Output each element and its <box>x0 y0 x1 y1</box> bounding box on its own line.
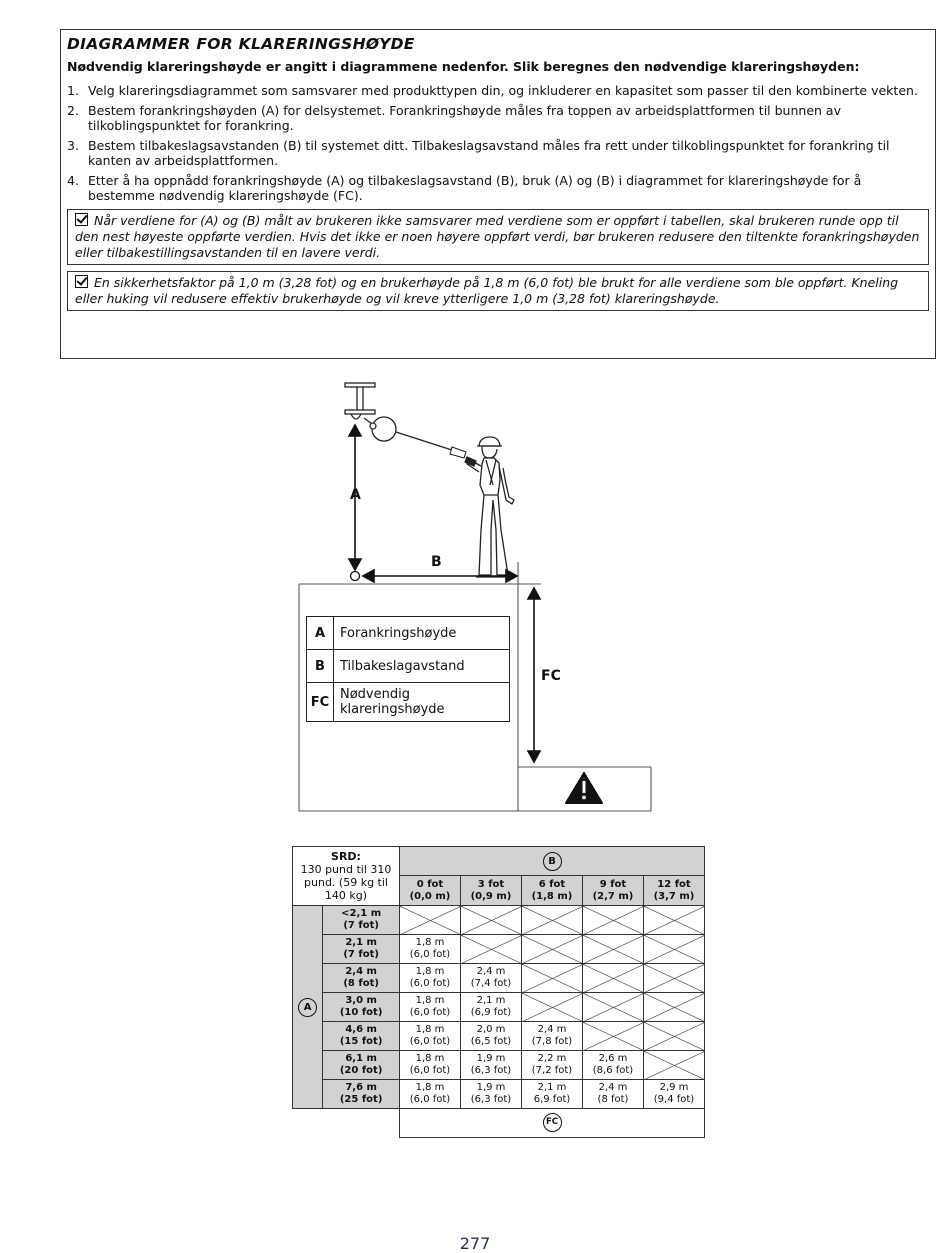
clearance-cell: 1,8 m (6,0 fot) <box>400 1051 461 1080</box>
not-applicable-cell <box>583 964 644 993</box>
note-safety-factor: En sikkerhetsfaktor på 1,0 m (3,28 fot) og en brukerhøyde på 1,8 m (6,0 fot) ble brukt for alle verdiene som ble oppført. Kneling eller huking vil redusere effektiv brukerhøyde og vil kreve ytterligere 1,0 m (3,28 fot) klareringshøyde. <box>67 271 929 311</box>
clearance-cell: 2,9 m (9,4 fot) <box>644 1080 705 1109</box>
lifeline <box>396 432 455 451</box>
step-item: 4. Etter å ha oppnådd forankringshøyde (A) og tilbakeslagsavstand (B), bruk (A) og (B) i diagrammet for klareringshøyde for å bestemme nødvendig klareringshøyde (FC). <box>67 173 862 203</box>
not-applicable-cell <box>400 906 461 935</box>
table-row <box>293 1080 705 1109</box>
clearance-cell: 1,8 m (6,0 fot) <box>400 1080 461 1109</box>
legend-row <box>307 617 510 650</box>
clearance-cell: 2,4 m (8 fot) <box>583 1080 644 1109</box>
row-header: 6,1 m (20 fot) <box>323 1051 400 1080</box>
column-header: 3 fot (0,9 m) <box>461 876 522 906</box>
not-applicable-cell <box>644 964 705 993</box>
clearance-cell: 2,1 m (6,9 fot) <box>461 993 522 1022</box>
clearance-cell: 1,9 m (6,3 fot) <box>461 1080 522 1109</box>
legend-text: Forankringshøyde <box>334 617 510 650</box>
clearance-table <box>292 846 705 1138</box>
not-applicable-cell <box>522 964 583 993</box>
label-fc: FC <box>541 668 561 684</box>
not-applicable-cell <box>644 993 705 1022</box>
not-applicable-cell <box>583 1022 644 1051</box>
clearance-cell: 1,8 m (6,0 fot) <box>400 964 461 993</box>
column-header: 0 fot (0,0 m) <box>400 876 461 906</box>
not-applicable-cell <box>644 1051 705 1080</box>
table-body <box>293 906 705 1109</box>
not-applicable-cell <box>583 906 644 935</box>
srl-device-icon <box>372 417 396 441</box>
legend-key: A <box>307 617 334 650</box>
clearance-cell: 2,2 m (7,2 fot) <box>522 1051 583 1080</box>
table-row <box>293 906 705 935</box>
table-row <box>293 1022 705 1051</box>
not-applicable-cell <box>522 906 583 935</box>
table-row <box>293 993 705 1022</box>
label-b: B <box>431 554 442 570</box>
legend-key: B <box>307 650 334 683</box>
column-header: 9 fot (2,7 m) <box>583 876 644 906</box>
fc-footer <box>400 1109 705 1138</box>
table-row <box>293 964 705 993</box>
clearance-cell: 1,9 m (6,3 fot) <box>461 1051 522 1080</box>
clearance-cell: 1,8 m (6,0 fot) <box>400 993 461 1022</box>
row-header: 3,0 m (10 fot) <box>323 993 400 1022</box>
clearance-cell: 1,8 m (6,0 fot) <box>400 1022 461 1051</box>
srd-header: SRD: 130 pund til 310 pund. (59 kg til 140 kg) <box>293 847 400 906</box>
table-row <box>293 1051 705 1080</box>
b-circle-icon: B <box>543 852 562 871</box>
clearance-cell: 2,4 m (7,4 fot) <box>461 964 522 993</box>
row-header: 2,1 m (7 fot) <box>323 935 400 964</box>
legend-key: FC <box>307 683 334 722</box>
warning-triangle-icon <box>566 773 602 803</box>
row-header: 2,4 m (8 fot) <box>323 964 400 993</box>
note-rounding: Når verdiene for (A) og (B) målt av brukeren ikke samsvarer med verdiene som er oppført i tabellen, skal brukeren runde opp til den nest høyeste oppførte verdien. Hvis det ikke er noen høyere oppført verdi, bør brukeren redusere den tiltenkte forankringshøyden eller tilbakestillingsavstanden til en lavere verdi. <box>67 209 929 265</box>
not-applicable-cell <box>522 935 583 964</box>
anchor-connector-icon <box>351 414 372 424</box>
label-a: A <box>350 487 361 503</box>
clearance-cell: 2,0 m (6,5 fot) <box>461 1022 522 1051</box>
a-side-header <box>293 906 323 1109</box>
column-header: 12 fot (3,7 m) <box>644 876 705 906</box>
not-applicable-cell <box>583 993 644 1022</box>
step-item: 2. Bestem forankringshøyden (A) for delsystemet. Forankringshøyde måles fra toppen av arbeidsplattformen til bunnen av tilkoblingspunktet for forankring. <box>67 103 841 133</box>
not-applicable-cell <box>522 993 583 1022</box>
dimension-b-arrow <box>363 570 517 582</box>
column-header: 6 fot (1,8 m) <box>522 876 583 906</box>
not-applicable-cell <box>461 906 522 935</box>
row-header: 4,6 m (15 fot) <box>323 1022 400 1051</box>
clearance-cell: 2,6 m (8,6 fot) <box>583 1051 644 1080</box>
a-circle-icon: A <box>298 998 317 1017</box>
not-applicable-cell <box>461 935 522 964</box>
lead-text: Nødvendig klareringshøyde er angitt i diagrammene nedenfor. Slik beregnes den nødvendige klareringshøyden: <box>67 59 860 74</box>
i-beam-icon <box>345 383 375 414</box>
legend-text: Nødvendig klareringshøyde <box>334 683 510 722</box>
clearance-cell: 2,1 m 6,9 fot) <box>522 1080 583 1109</box>
step-item: 1. Velg klareringsdiagrammet som samsvarer med produkttypen din, og inkluderer en kapasitet som passer til den kombinerte vekten. <box>67 83 918 98</box>
legend-row <box>307 683 510 722</box>
section-title: DIAGRAMMER FOR KLARERINGSHØYDE <box>67 35 415 53</box>
worker-figure-icon <box>465 437 514 577</box>
b-header <box>400 847 705 876</box>
row-header: <2,1 m (7 fot) <box>323 906 400 935</box>
not-applicable-cell <box>644 906 705 935</box>
legend-text: Tilbakeslagavstand <box>334 650 510 683</box>
table-row <box>293 935 705 964</box>
diagram-legend <box>306 616 510 722</box>
row-header: 7,6 m (25 fot) <box>323 1080 400 1109</box>
dimension-fc-arrow <box>528 588 540 762</box>
fc-circle-icon: FC <box>543 1113 562 1132</box>
legend-row <box>307 650 510 683</box>
step-item: 3. Bestem tilbakeslagsavstanden (B) til systemet ditt. Tilbakeslagsavstand måles fra rett under tilkoblingspunktet for forankring til kanten av arbeidsplattformen. <box>67 138 890 168</box>
clearance-cell: 2,4 m (7,8 fot) <box>522 1022 583 1051</box>
clearance-cell: 1,8 m (6,0 fot) <box>400 935 461 964</box>
not-applicable-cell <box>644 1022 705 1051</box>
page-number: 277 <box>459 1234 491 1253</box>
not-applicable-cell <box>644 935 705 964</box>
not-applicable-cell <box>583 935 644 964</box>
